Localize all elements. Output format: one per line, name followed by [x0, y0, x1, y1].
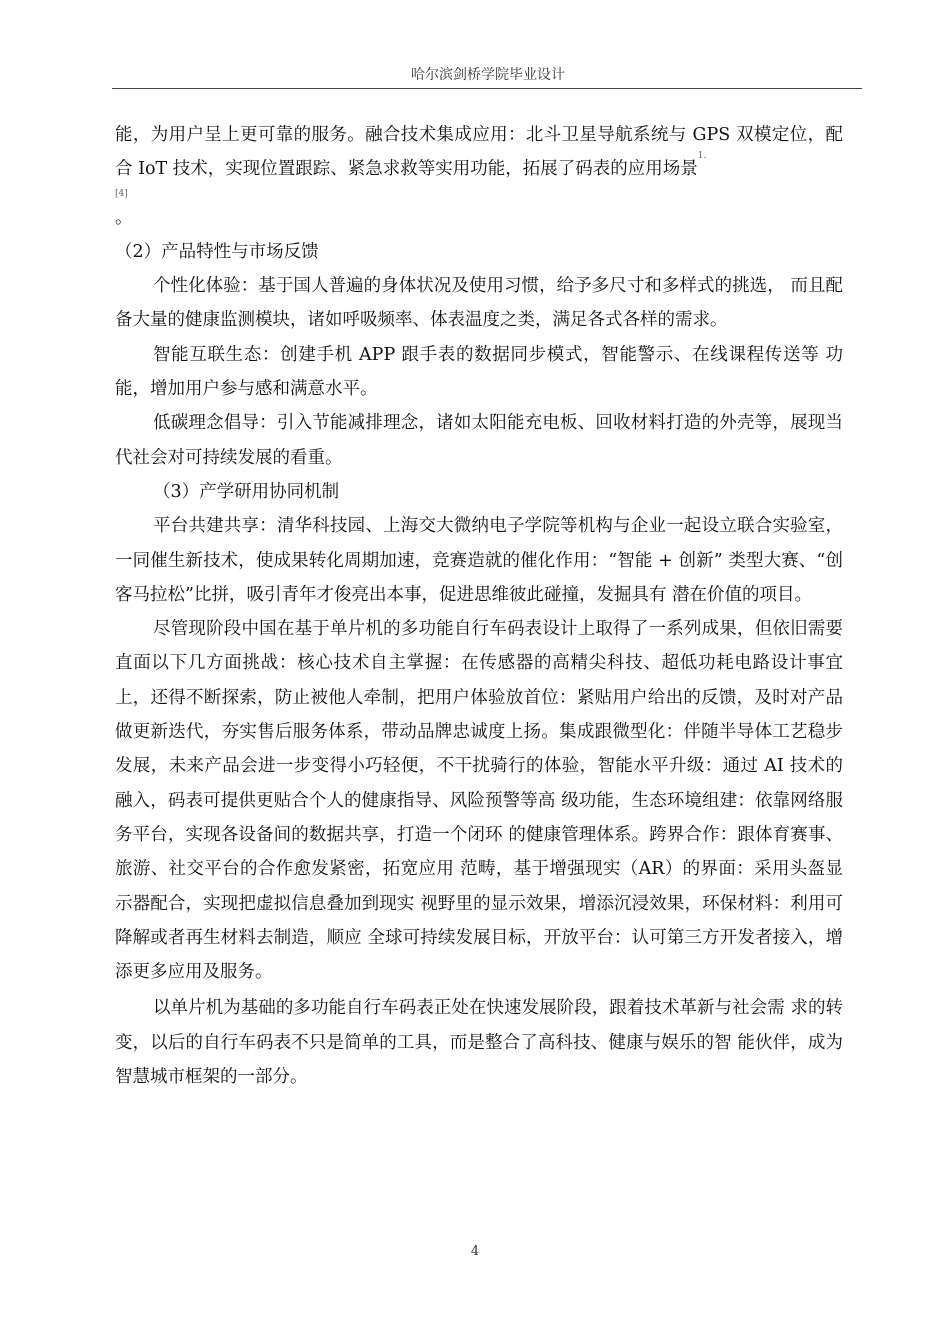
- citation-reference: [4]: [115, 188, 128, 199]
- paragraph-challenges: 尽管现阶段中国在基于单片机的多功能自行车码表设计上取得了一系列成果，但依旧需要直面以下几方面挑战：核心技术自主掌握：在传感器的高精尖科技、超低功耗电路设计事宜上，还得不断探索，防止被他人牵制，把用户体验放首位：紧贴用户给出的反馈，及时对产品做更新迭代，夯实售后服务体系，带动品牌忠诚度上扬。集成跟微型化：伴随半导体工艺稳步发展，未来产品会进一步变得小巧轻便，不干扰骑行的体验，智能水平升级：通过 AI 技术的融入，码表可提供更贴合个人的健康指导、风险预警等高 级功能，生态环境组建：依靠网络服务平台，实现各设备间的数据共享，打造一个闭环 的健康管理体系。跨界合作：跟体育赛事、旅游、社交平台的合作愈发紧密，拓宽应用 范畴，基于增强现实（AR）的界面：采用头盔显示器配合，实现把虚拟信息叠加到现实 视野里的显示效果，增添沉浸效果，环保材料：利用可降解或者再生材料去制造，顺应 全球可持续发展目标，开放平台：认可第三方开发者接入，增添更多应用及服务。: [115, 619, 843, 983]
- intro-end: 。: [115, 207, 133, 228]
- paragraph-personalized: 个性化体验：基于国人普遍的身体状况及使用习惯，给予多尺寸和多样式的挑选， 而且配备大量的健康监测模块，诸如呼吸频率、体表温度之类，满足各式各样的需求。: [115, 276, 843, 331]
- intro-text: 能，为用户呈上更可靠的服务。融合技术集成应用：北斗卫星导航系统与 GPS 双模定位，配合 IoT 技术，实现位置跟踪、紧急求救等实用功能，拓展了码表的应用场景: [115, 125, 843, 180]
- section-heading-2: （2）产品特性与市场反馈: [115, 241, 319, 262]
- paragraph-platform: 平台共建共享：清华科技园、上海交大微纳电子学院等机构与企业一起设立联合实验室，一同催生新技术，使成果转化周期加速，竞赛造就的催化作用：“智能 + 创新” 类型大赛、“创客马拉松”比拼，吸引青年才俊亮出本事，促进思维彼此碰撞，发掘具有 潜在价值的项目。: [115, 516, 843, 605]
- paragraph-smart-ecosystem: 智能互联生态：创建手机 APP 跟手表的数据同步模式，智能警示、在线课程传送等 功能，增加用户参与感和满意水平。: [115, 344, 843, 400]
- document-body: [115, 118, 843, 1094]
- intro-paragraph: [115, 118, 843, 235]
- paragraph-conclusion: 以单片机为基础的多功能自行车码表正处在快速发展阶段，跟着技术革新与社会需 求的转变，以后的自行车码表不只是简单的工具，而是整合了高科技、健康与娱乐的智 能伙伴，成为智慧城市框架的一部分。: [115, 998, 843, 1088]
- header-rule: [112, 88, 862, 89]
- citation-superscript: 1.: [697, 151, 707, 162]
- section-heading-3: （3）产学研用协同机制: [153, 481, 340, 502]
- page-number: 4: [470, 1244, 480, 1259]
- paragraph-low-carbon: 低碳理念倡导：引入节能减排理念，诸如太阳能充电板、回收材料打造的外壳等，展现当代社会对可持续发展的看重。: [115, 413, 843, 468]
- page-header: 哈尔滨剑桥学院毕业设计: [411, 67, 565, 83]
